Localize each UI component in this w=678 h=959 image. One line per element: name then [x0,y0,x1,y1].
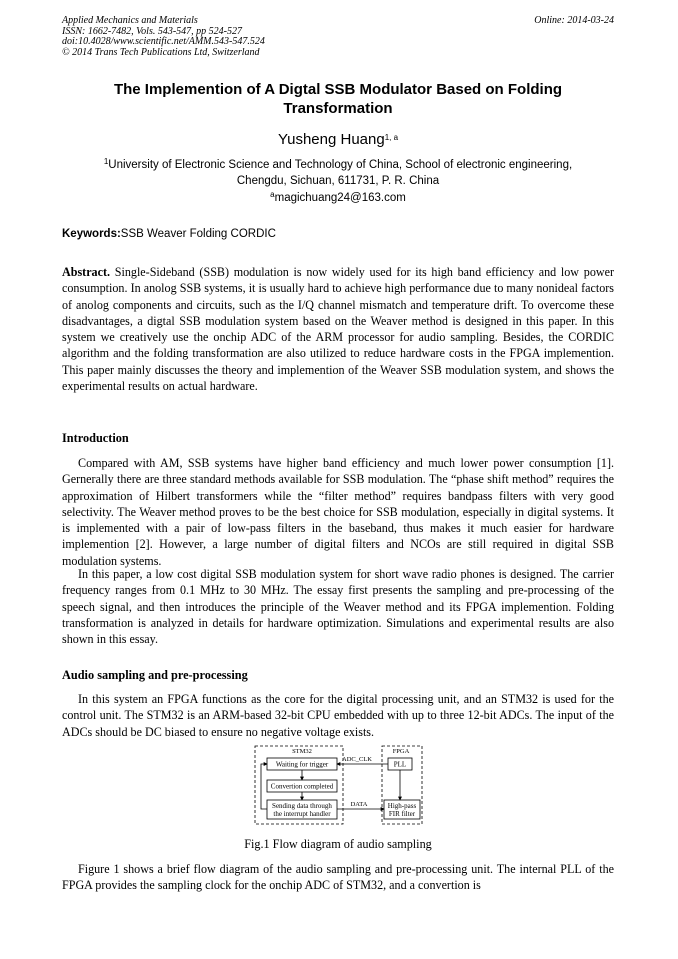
affiliation [62,157,614,189]
introduction-paragraph-2: In this paper, a low cost digital SSB modulation system for short wave radio phones is designed. The carrier frequency ranges from 0.1 MHz to 30 MHz. The essay first presents the sampling and pre-processing of the speech signal, and then introduces the principle of the Weaver method and its FPGA implemention. Folding transformation is analyzed in details for hardware optimization. Simulations and experimental results are also shown in this essay. [62,567,614,646]
audio-sampling-heading: Audio sampling and pre-processing [62,668,248,682]
keywords-text: SSB Weaver Folding CORDIC [120,228,276,240]
sending-data-text-2: the interrupt handler [273,810,331,818]
audio-sampling-paragraph-1: In this system an FPGA functions as the core for the digital processing unit, and an STM32 is used for the control unit. The STM32 is an ARM-based 32-bit CPU embedded with up to three 12-bit ADCs. The input of the ADCs should be DC biased to ensure no negative voltage exists. [62,692,614,739]
flow-diagram [253,744,426,826]
introduction-paragraph-1: Compared with AM, SSB systems have higher band efficiency and much lower power consumption [1]. Gernerally there are three standard methods available for SSB modulation. The “phase shift method” requires the approximation of Hilbert transformers while the “filter method” requires bandpass filters with very good selectivity. The Weaver method proves to be the best choice for SSB modulation, especially in digital systems. It is implemented with a pair of low-pass filters in the baseband, thus makes it much easier for hardware implemention [2]. However, a large number of digital filters and NCOs are still required in digital SSB modulation systems. [62,456,614,568]
author-sup: 1, a [384,133,399,142]
audio-sampling-paragraph-2: Figure 1 shows a brief flow diagram of the audio sampling and pre-processing unit. The internal PLL of the FPGA provides the sampling clock for the onchip ADC of STM32, and a convertion is [62,862,614,893]
abstract [62,264,614,394]
affiliation-sup: 1 [103,157,109,166]
waiting-for-trigger-text: Waiting for trigger [275,760,329,769]
sending-data-text-1: Sending data through [272,802,332,810]
journal-name: Applied Mechanics and Materials [62,15,198,26]
pll-text: PLL [393,760,407,769]
adc-clk-label: ADC_CLK [342,756,372,763]
author [62,131,614,148]
email-address: magichuang24@163.com [274,192,406,204]
email [62,192,614,204]
online-date: Online: 2014-03-24 [534,15,614,26]
keywords-label: Keywords: [62,228,121,240]
abstract-text: Single-Sideband (SSB) modulation is now widely used for its high band efficiency and low power consumption. In anolog SSB systems, it is usually hard to achieve high performance due to many nonideal factors of anolog components and circuits, such as the I/Q channel mismatch and temperature drift. To overcome these disadvantages, a digtal SSB modulation system based on the Weaver method is designed in this paper. In this system we creatively use the onchip ADC of the ARM processor for audio sampling. Besides, the CORDIC algorithm and the folding transformation are also utilized to reduce hardware costs in the FPGA implemention. This paper mainly discusses the theory and implemention of the Weaver SSB modulation system, and shows the experimental results on actual hardware. [62,265,614,393]
loop-back-arrow [261,764,267,809]
highpass-text-1: High-pass [387,802,417,810]
convertion-completed-text: Convertion completed [270,782,334,791]
issn-line: ISSN: 1662-7482, Vols. 543-547, pp 524-527 [62,25,242,37]
stm32-label: STM32 [292,748,312,755]
fpga-label: FPGA [392,748,410,755]
journal-header [62,16,265,58]
affiliation-line-2: Chengdu, Sichuan, 611731, P. R. China [236,175,440,187]
data-label: DATA [350,801,368,808]
copyright-line: © 2014 Trans Tech Publications Ltd, Switzerland [62,46,260,58]
abstract-label: Abstract. [62,265,111,279]
author-name: Yusheng Huang [277,131,385,148]
paper-title: The Implemention of A Digtal SSB Modulator Based on Folding Transformation [113,81,563,117]
introduction-heading: Introduction [62,431,129,445]
highpass-text-2: FIR filter [388,810,416,818]
doi-line: doi:10.4028/www.scientific.net/AMM.543-547.524 [62,36,265,47]
email-sup: a [270,190,275,199]
keywords [62,228,276,240]
affiliation-line-1: University of Electronic Science and Technology of China, School of electronic engineering, [108,159,573,171]
figure-caption: Fig.1 Flow diagram of audio sampling [244,837,432,851]
